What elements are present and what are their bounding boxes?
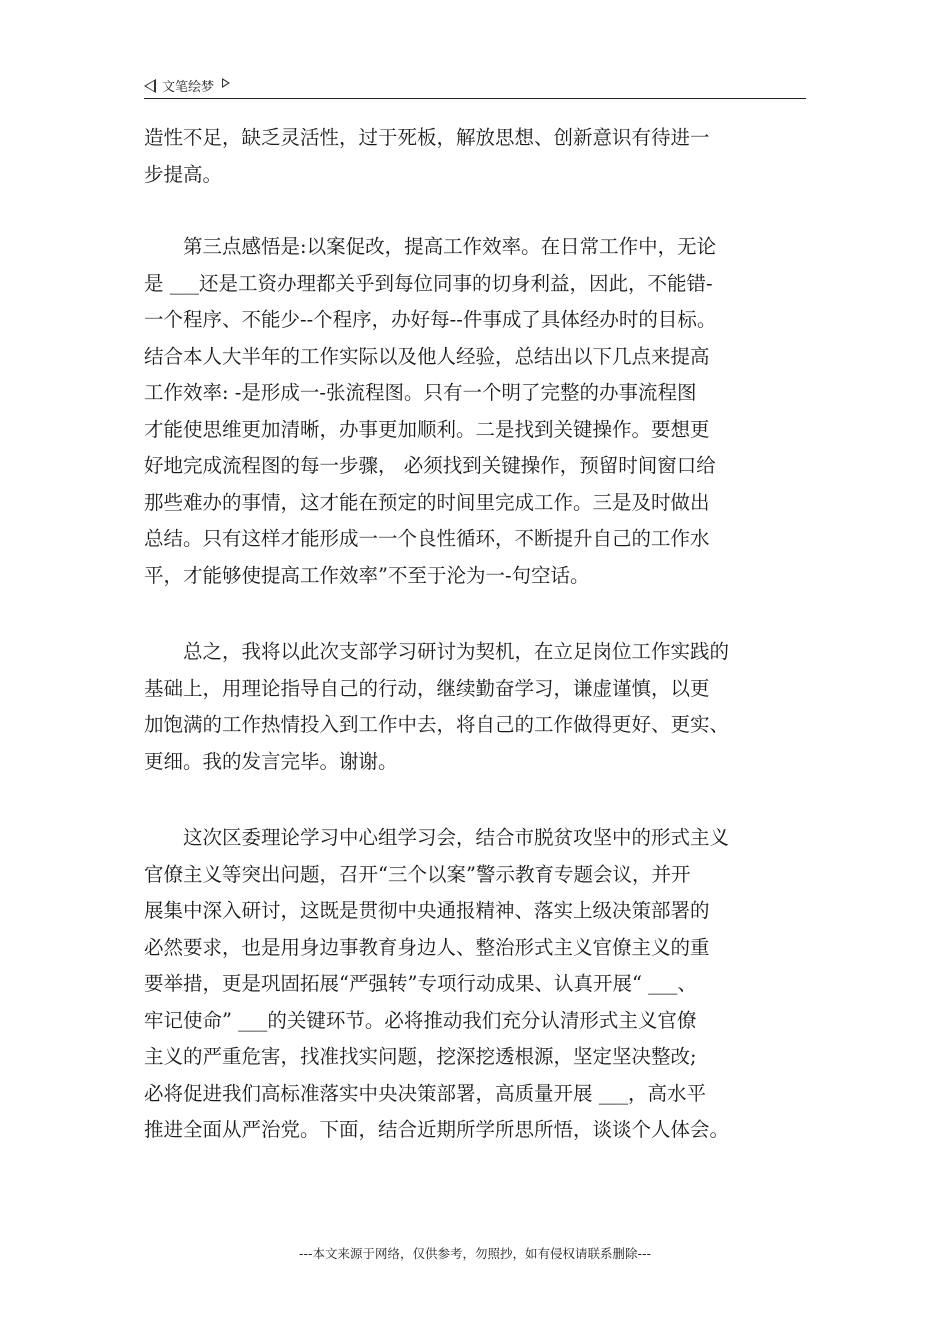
text-line: 总结。只有这样才能形成一一个良性循环，不断提升自己的工作水 xyxy=(144,527,710,550)
text-line: 展集中深入研讨，这既是贯彻中央通报精神、落实上级决策部署的 xyxy=(144,899,710,922)
text-line: 这次区委理论学习中心组学习会，结合市脱贫攻坚中的形式主义 xyxy=(144,826,730,849)
paragraph xyxy=(144,229,814,594)
paragraph xyxy=(144,120,814,193)
text-line: 步提高。 xyxy=(144,162,223,186)
page-footer: ---本文来源于网络，仅供参考，勿照抄，如有侵权请联系删除--- xyxy=(298,1246,652,1261)
text-line: 加饱满的工作热情投入到工作中去，将自己的工作做得更好、更实、 xyxy=(144,713,730,736)
triangle-left-icon xyxy=(144,79,156,93)
text-line: 结合本人大半年的工作实际以及他人经验，总结出以下几点来提高 xyxy=(144,344,710,368)
text-line: 工作效率: -是形成一-张流程图。只有一个明了完整的办事流程图 xyxy=(144,381,697,404)
text-line: 官僚主义等突出问题，召开“三个以案”警示教育专题会议，并开 xyxy=(144,862,691,886)
text-line: 第三点感悟是:以案促改，提高工作效率。在日常工作中，无论 xyxy=(144,235,717,258)
text-line: 好地完成流程图的每一步骤， 必须找到关键操作，预留时间窗口给 xyxy=(144,454,716,477)
text-line: 是 ___还是工资办理都关乎到每位同事的切身利益，因此，不能错- xyxy=(144,271,713,295)
text-line: 要举措，更是巩固拓展“严强转”专项行动成果、认真开展“ ___、 xyxy=(144,972,697,995)
text-line: 总之，我将以此次支部学习研讨为契机，在立足岗位工作实践的 xyxy=(144,640,730,663)
text-line: 基础上，用理论指导自己的行动，继续勤奋学习，谦虚谨慎，以更 xyxy=(144,676,710,700)
text-line: 推进全面从严治党。下面，结合近期所学所思所悟，谈谈个人体会。 xyxy=(144,1118,730,1141)
paragraph xyxy=(144,820,814,1149)
text-line: 那些难办的事情，这才能在预定的时间里完成工作。三是及时做出 xyxy=(144,490,710,514)
text-line: 才能使思维更加清晰，办事更加顺利。二是找到关键操作。要想更 xyxy=(144,417,710,441)
brand-label: 文笔绘梦 xyxy=(162,80,215,95)
text-line: 造性不足，缺乏灵活性，过于死板，解放思想、创新意识有待进一 xyxy=(144,126,710,149)
text-line: 牢记使命” ___的关键环节。必将推动我们充分认清形式主义官僚 xyxy=(144,1008,697,1032)
text-line: 一个程序、不能少--个程序，办好每--件事成了具体经办时的目标。 xyxy=(144,308,717,331)
page-header xyxy=(144,74,806,99)
triangle-right-icon xyxy=(222,78,230,88)
text-line: 更细。我的发言完毕。谢谢。 xyxy=(144,749,398,773)
paragraph xyxy=(144,634,814,780)
header-brand xyxy=(144,76,230,95)
text-line: 平，才能够使提高工作效率”不至于沦为一-句空话。 xyxy=(144,563,590,587)
text-line: 必然要求，也是用身边事教育身边人、整治形式主义官僚主义的重 xyxy=(144,935,710,959)
document-body xyxy=(144,120,814,1149)
text-line: 主义的严重危害，找准找实问题，挖深挖透根源，坚定坚决整改; xyxy=(144,1045,697,1068)
text-line: 必将促进我们高标准落实中央决策部署，高质量开展 ___，高水平 xyxy=(144,1081,706,1105)
